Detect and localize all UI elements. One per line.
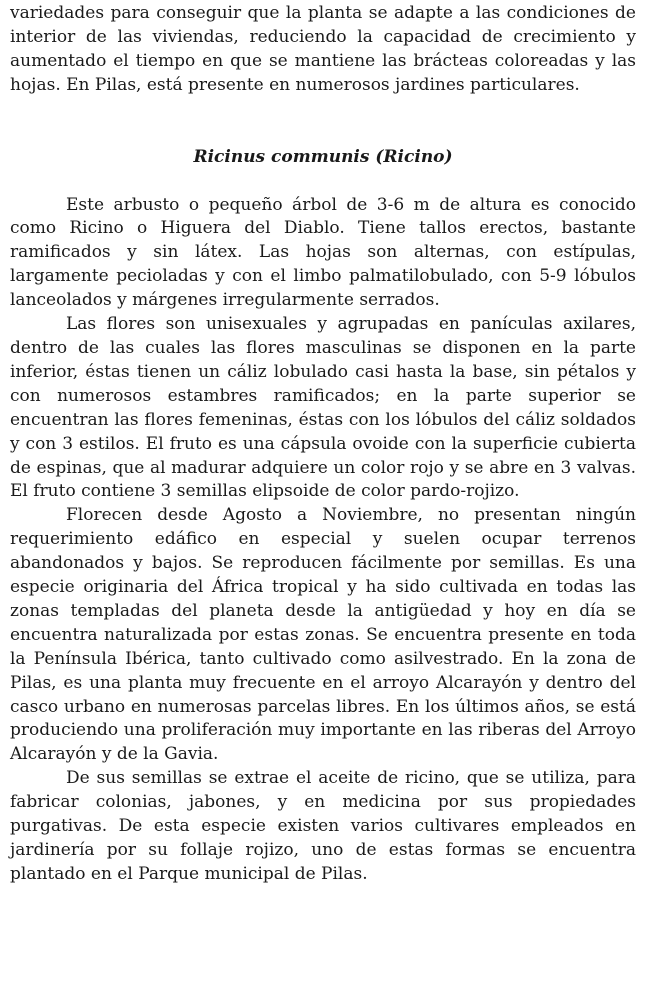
document-page [10,2,636,887]
section-spacer [10,98,636,146]
intro-paragraph: variedades para conseguir que la planta se adapte a las condiciones de interior de las viviendas, reduciendo la capacidad de crecimiento y aumentado el tiempo en que se mantiene las brácteas coloreadas y las hojas. En Pilas, está presente en numerosos jardines particulares. [10,3,636,95]
paragraph-flowers: Las flores son unisexuales y agrupadas en panículas axilares, dentro de las cuales las flores masculinas se disponen en la parte inferior, éstas tienen un cáliz lobulado casi hasta la base, sin pétalos y con numerosos estambres ramificados; en la parte superior se encuentran las flores femeninas, éstas con los lóbulos del cáliz soldados y con 3 estilos. El fruto es una cápsula ovoide con la superficie cubierta de espinas, que al madurar adquiere un color rojo y se abre en 3 valvas. El fruto contiene 3 semillas elipsoide de color pardo-rojizo. [10,314,636,502]
paragraph-distribution: Florecen desde Agosto a Noviembre, no presentan ningún requerimiento edáfico en especial y suelen ocupar terrenos abandonados y bajos. Se reproducen fácilmente por semillas. Es una especie originaria del África tropical y ha sido cultivada en todas las zonas templadas del planeta desde la antigüedad y hoy en día se encuentra naturalizada por estas zonas. Se encuentra presente en toda la Península Ibérica, tanto cultivado como asilvestrado. En la zona de Pilas, es una planta muy frecuente en el arroyo Alcarayón y dentro del casco urbano en numerosas parcelas libres. En los últimos años, se está produciendo una proliferación muy importante en las riberas del Arroyo Alcarayón y de la Gavia. [10,505,636,765]
paragraph-uses: De sus semillas se extrae el aceite de ricino, que se utiliza, para fabricar colonias, jabones, y en medicina por sus propiedades purgativas. De esta especie existen varios cultivares empleados en jardinería por su follaje rojizo, uno de estas formas se encuentra plantado en el Parque municipal de Pilas. [10,768,636,884]
paragraph-description: Este arbusto o pequeño árbol de 3-6 m de altura es conocido como Ricino o Higuera del Diablo. Tiene tallos erectos, bastante ramificados y sin látex. Las hojas son alternas, con estípulas, largamente pecioladas y con el limbo palmatilobulado, con 5-9 lóbulos lanceolados y márgenes irregularmente serrados. [10,194,636,311]
heading-spacer [10,170,636,194]
section-heading: Ricinus communis (Ricino) [193,146,453,167]
